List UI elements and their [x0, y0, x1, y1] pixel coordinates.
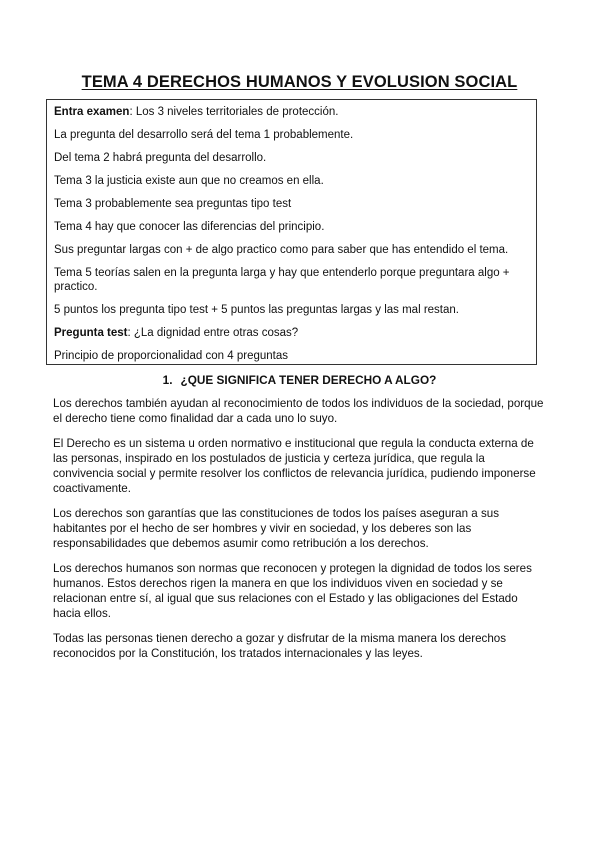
note-item	[54, 220, 529, 234]
note-text: Tema 3 la justicia existe aun que no creamos en ella.	[54, 175, 324, 187]
note-text: Tema 3 probablemente sea preguntas tipo test	[54, 198, 292, 210]
section-title: ¿QUE SIGNIFICA TENER DERECHO A ALGO?	[180, 373, 437, 387]
paragraph: Todas las personas tienen derecho a gozar y disfrutar de la misma manera los derechos reconocidos por la Constitución, los tratados internacionales y las leyes.	[53, 632, 507, 660]
note-text: Del tema 2 habrá pregunta del desarrollo.	[54, 152, 267, 164]
note-item	[54, 243, 529, 257]
note-item	[54, 105, 529, 119]
note-label: Entra examen	[54, 106, 130, 118]
note-text: La pregunta del desarrollo será del tema 1 probablemente.	[54, 129, 354, 141]
paragraph: Los derechos humanos son normas que reconocen y protegen la dignidad de todos los seres humanos. Estos derechos rigen la manera en que los individuos viven en sociedad y se relacionan entre sí, al igual que sus relaciones con el Estado y las obligaciones del Estado hacia ellos.	[53, 562, 532, 620]
note-text: Principio de proporcionalidad con 4 preguntas	[54, 350, 288, 362]
note-text: Sus preguntar largas con + de algo practico como para saber que has entendido el tema.	[54, 244, 509, 256]
note-text: : ¿La dignidad entre otras cosas?	[127, 327, 299, 339]
section-body	[53, 396, 547, 671]
note-item	[54, 128, 529, 142]
paragraph: Los derechos también ayudan al reconocimiento de todos los individuos de la sociedad, porque el derecho tiene como finalidad dar a cada uno lo suyo.	[53, 397, 544, 425]
note-label: Pregunta test	[54, 327, 128, 339]
paragraph: Los derechos son garantías que las constituciones de todos los países aseguran a sus habitantes por el hecho de ser hombres y vivir en sociedad, y los deberes son las responsabilidades que debemos asumir como retribución a los derechos.	[53, 507, 499, 550]
exam-notes-box	[46, 99, 537, 365]
note-text: Tema 4 hay que conocer las diferencias del principio.	[54, 221, 325, 233]
section-heading	[0, 373, 599, 387]
note-item	[54, 349, 529, 363]
note-item	[54, 197, 529, 211]
document-title: TEMA 4 DERECHOS HUMANOS Y EVOLUSION SOCIAL	[81, 73, 518, 91]
note-item	[54, 174, 529, 188]
note-text: Tema 5 teorías salen en la pregunta larga y hay que entenderlo porque preguntara algo + practico.	[54, 267, 510, 293]
section-number: 1.	[162, 373, 173, 387]
note-item	[54, 303, 529, 317]
paragraph: El Derecho es un sistema u orden normativo e institucional que regula la conducta externa de las personas, inspirado en los postulados de justicia y certeza jurídica, que regula la convivencia social y permite resolver los conflictos de relevancia jurídica, pudiendo imponerse coactivamente.	[53, 437, 536, 495]
note-item	[54, 326, 529, 340]
note-text: 5 puntos los pregunta tipo test + 5 puntos las preguntas largas y las mal restan.	[54, 304, 459, 316]
note-text: : Los 3 niveles territoriales de protección.	[129, 106, 339, 118]
note-item	[54, 266, 529, 294]
note-item	[54, 151, 529, 165]
